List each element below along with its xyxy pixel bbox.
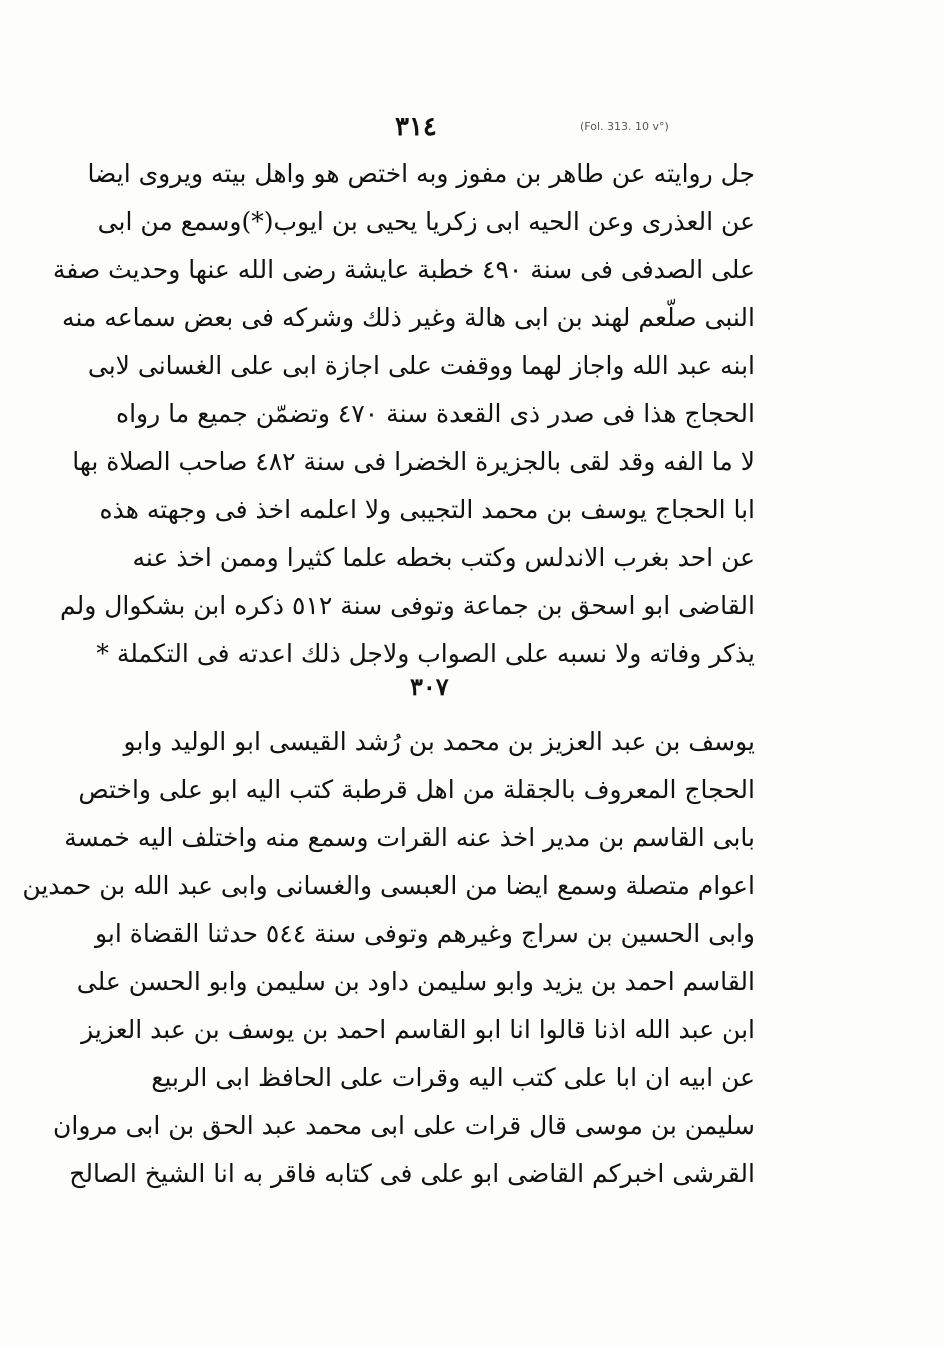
text-line: عن ابيه ان ابا على كتب اليه وقرات على الحافظ ابى الربيع xyxy=(151,1063,755,1092)
text-line: القرشى اخبركم القاضى ابو على فى كتابه فاقر به انا الشيخ الصالح xyxy=(69,1159,755,1188)
text-line: الحجاج المعروف بالجقلة من اهل قرطبة كتب اليه ابو على واختص xyxy=(78,775,755,804)
text-line: اعوام متصلة وسمع ايضا من العبسى والغسانى وابى عبد الله بن حمدين xyxy=(22,871,755,900)
text-line: بابى القاسم بن مدير اخذ عنه القرات وسمع منه واختلف اليه خمسة xyxy=(64,823,755,852)
text-line: على الصدفى فى سنة ٤٩٠ خطبة عايشة رضى الله عنها وحديث صفة xyxy=(52,255,755,284)
text-line: جل روايته عن طاهر بن مفوز وبه اختص هو واهل بيته ويروى ايضا xyxy=(87,159,755,188)
text-line: سليمن بن موسى قال قرات على ابى محمد عبد الحق بن ابى مروان xyxy=(53,1111,755,1140)
text-line: لا ما الفه وقد لقى بالجزيرة الخضرا فى سنة ٤٨٢ صاحب الصلاة بها xyxy=(72,447,755,476)
text-line: النبى صلّعم لهند بن ابى هالة وغير ذلك وشركه فى بعض سماعه منه xyxy=(62,303,755,332)
text-line: يوسف بن عبد العزيز بن محمد بن رُشد القيسى ابو الوليد وابو xyxy=(123,727,755,756)
text-block-entry xyxy=(22,718,755,1198)
text-block-continuation xyxy=(52,150,755,678)
text-line: عن احد بغرب الاندلس وكتب بخطه علما كثيرا وممن اخذ عنه xyxy=(132,543,755,572)
text-line: عن العذرى وعن الحيه ابى زكريا يحيى بن ايوب(*)وسمع من ابى xyxy=(97,207,755,236)
text-line: ابا الحجاج يوسف بن محمد التجيبى ولا اعلمه اخذ فى وجهته هذه xyxy=(99,495,755,524)
text-line: وابى الحسين بن سراج وغيرهم وتوفى سنة ٥٤٤ حدثنا القضاة ابو xyxy=(94,919,755,948)
text-line: يذكر وفاته ولا نسبه على الصواب ولاجل ذلك اعدته فى التكملة * xyxy=(96,639,755,668)
page-number: ٣١٤ xyxy=(395,112,437,142)
text-line: القاضى ابو اسحق بن جماعة وتوفى سنة ٥١٢ ذكره ابن بشكوال ولم xyxy=(59,591,755,620)
text-line: ابنه عبد الله واجاز لهما ووقفت على اجازة ابى على الغسانى لابى xyxy=(87,351,755,380)
folio-note: (Fol. 313. 10 v°) xyxy=(580,120,669,133)
text-line: القاسم احمد بن يزيد وابو سليمن داود بن سليمن وابو الحسن على xyxy=(76,967,755,996)
text-line: ابن عبد الله اذنا قالوا انا ابو القاسم احمد بن يوسف بن عبد العزيز xyxy=(81,1015,755,1044)
entry-number: ٣٠٧ xyxy=(410,672,449,701)
text-line: الحجاج هذا فى صدر ذى القعدة سنة ٤٧٠ وتضمّن جميع ما رواه xyxy=(115,399,755,428)
